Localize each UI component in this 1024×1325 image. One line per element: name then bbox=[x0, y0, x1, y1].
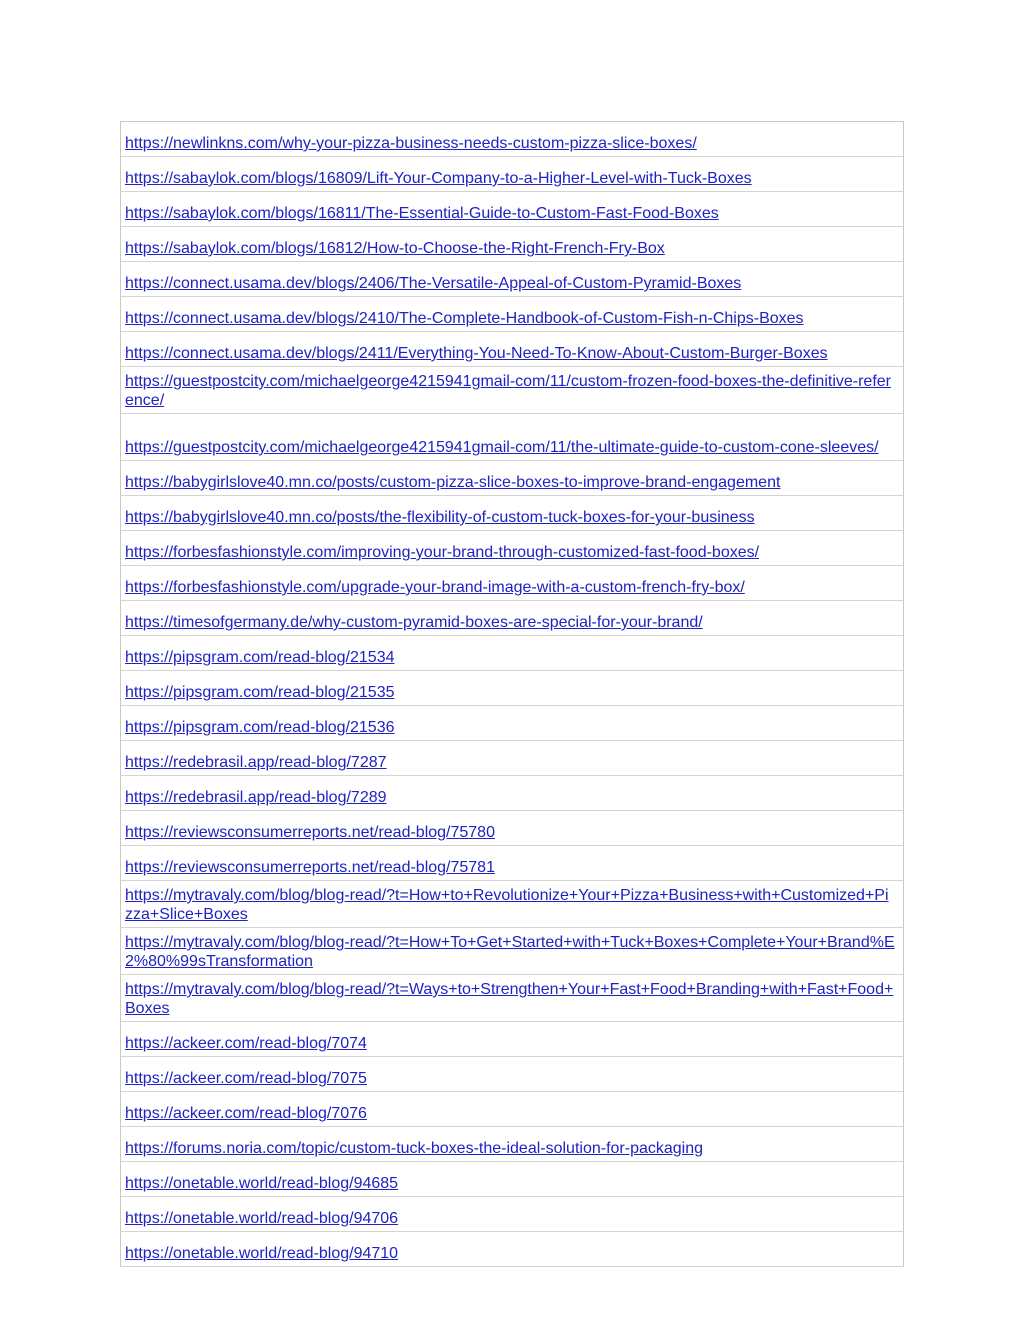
table-row bbox=[121, 601, 904, 636]
table-cell bbox=[121, 566, 904, 601]
table-cell bbox=[121, 192, 904, 227]
table-cell bbox=[121, 1022, 904, 1057]
table-row bbox=[121, 297, 904, 332]
link[interactable]: https://newlinkns.com/why-your-pizza-business-needs-custom-pizza-slice-boxes/ bbox=[125, 135, 697, 152]
table-cell bbox=[121, 367, 904, 414]
table-row bbox=[121, 706, 904, 741]
table-cell bbox=[121, 601, 904, 636]
link[interactable]: https://redebrasil.app/read-blog/7289 bbox=[125, 789, 387, 806]
table-cell bbox=[121, 636, 904, 671]
table-row bbox=[121, 811, 904, 846]
table-cell bbox=[121, 531, 904, 566]
table-row bbox=[121, 975, 904, 1022]
link[interactable]: https://sabaylok.com/blogs/16809/Lift-Your-Company-to-a-Higher-Level-with-Tuck-Boxes bbox=[125, 170, 752, 187]
table-cell bbox=[121, 811, 904, 846]
table-cell bbox=[121, 332, 904, 367]
table-row bbox=[121, 531, 904, 566]
table-row bbox=[121, 846, 904, 881]
link[interactable]: https://reviewsconsumerreports.net/read-blog/75781 bbox=[125, 859, 495, 876]
table-cell bbox=[121, 1197, 904, 1232]
table-row bbox=[121, 1092, 904, 1127]
table-row bbox=[121, 1197, 904, 1232]
link[interactable]: https://onetable.world/read-blog/94706 bbox=[125, 1210, 399, 1227]
link-table bbox=[120, 121, 904, 1267]
table-row bbox=[121, 1232, 904, 1267]
table-row bbox=[121, 227, 904, 262]
link[interactable]: https://forbesfashionstyle.com/upgrade-your-brand-image-with-a-custom-french-fry-box/ bbox=[125, 579, 745, 596]
link[interactable]: https://connect.usama.dev/blogs/2410/The-Complete-Handbook-of-Custom-Fish-n-Chips-Boxes bbox=[125, 310, 804, 327]
table-row bbox=[121, 157, 904, 192]
table-row bbox=[121, 1022, 904, 1057]
table-row bbox=[121, 192, 904, 227]
table-cell bbox=[121, 741, 904, 776]
link[interactable]: https://reviewsconsumerreports.net/read-blog/75780 bbox=[125, 824, 495, 841]
link[interactable]: https://forbesfashionstyle.com/improving-your-brand-through-customized-fast-food-boxes/ bbox=[125, 544, 760, 561]
table-row bbox=[121, 1057, 904, 1092]
table-cell bbox=[121, 414, 904, 461]
link[interactable]: https://babygirlslove40.mn.co/posts/the-flexibility-of-custom-tuck-boxes-for-your-business bbox=[125, 509, 755, 526]
table-cell bbox=[121, 928, 904, 975]
link[interactable]: https://redebrasil.app/read-blog/7287 bbox=[125, 754, 387, 771]
table-row bbox=[121, 671, 904, 706]
table-cell bbox=[121, 776, 904, 811]
table-row bbox=[121, 881, 904, 928]
link[interactable]: https://pipsgram.com/read-blog/21535 bbox=[125, 684, 395, 701]
table-row bbox=[121, 741, 904, 776]
table-row bbox=[121, 461, 904, 496]
link[interactable]: https://mytravaly.com/blog/blog-read/?t=How+to+Revolutionize+Your+Pizza+Business+with+Customized+Pizza+Slice+Boxes bbox=[125, 887, 889, 923]
link[interactable]: https://guestpostcity.com/michaelgeorge4215941gmail-com/11/the-ultimate-guide-to-custom-cone-sleeves/ bbox=[125, 439, 879, 456]
table-cell bbox=[121, 157, 904, 192]
link[interactable]: https://sabaylok.com/blogs/16812/How-to-Choose-the-Right-French-Fry-Box bbox=[125, 240, 665, 257]
table-row bbox=[121, 332, 904, 367]
link[interactable]: https://ackeer.com/read-blog/7075 bbox=[125, 1070, 367, 1087]
table-row bbox=[121, 496, 904, 531]
table-row bbox=[121, 776, 904, 811]
table-row bbox=[121, 1127, 904, 1162]
link[interactable]: https://timesofgermany.de/why-custom-pyramid-boxes-are-special-for-your-brand/ bbox=[125, 614, 703, 631]
table-cell bbox=[121, 297, 904, 332]
link[interactable]: https://connect.usama.dev/blogs/2406/The-Versatile-Appeal-of-Custom-Pyramid-Boxes bbox=[125, 275, 742, 292]
table-row bbox=[121, 928, 904, 975]
link[interactable]: https://connect.usama.dev/blogs/2411/Everything-You-Need-To-Know-About-Custom-Burger-Boxes bbox=[125, 345, 828, 362]
table-cell bbox=[121, 846, 904, 881]
table-cell bbox=[121, 881, 904, 928]
link[interactable]: https://pipsgram.com/read-blog/21536 bbox=[125, 719, 395, 736]
table-cell bbox=[121, 262, 904, 297]
link[interactable]: https://sabaylok.com/blogs/16811/The-Essential-Guide-to-Custom-Fast-Food-Boxes bbox=[125, 205, 719, 222]
link[interactable]: https://ackeer.com/read-blog/7074 bbox=[125, 1035, 367, 1052]
table-cell bbox=[121, 496, 904, 531]
table-row bbox=[121, 1162, 904, 1197]
link[interactable]: https://ackeer.com/read-blog/7076 bbox=[125, 1105, 367, 1122]
table-cell bbox=[121, 122, 904, 157]
link[interactable]: https://pipsgram.com/read-blog/21534 bbox=[125, 649, 395, 666]
link[interactable]: https://guestpostcity.com/michaelgeorge4215941gmail-com/11/custom-frozen-food-boxes-the-definitive-reference/ bbox=[125, 373, 891, 409]
table-cell bbox=[121, 1162, 904, 1197]
link[interactable]: https://mytravaly.com/blog/blog-read/?t=Ways+to+Strengthen+Your+Fast+Food+Branding+with+Fast+Food+Boxes bbox=[125, 981, 894, 1017]
table-cell bbox=[121, 975, 904, 1022]
table-cell bbox=[121, 1092, 904, 1127]
table-cell bbox=[121, 1232, 904, 1267]
table-row bbox=[121, 636, 904, 671]
table-cell bbox=[121, 1127, 904, 1162]
table-cell bbox=[121, 1057, 904, 1092]
link[interactable]: https://forums.noria.com/topic/custom-tuck-boxes-the-ideal-solution-for-packaging bbox=[125, 1140, 704, 1157]
link[interactable]: https://onetable.world/read-blog/94685 bbox=[125, 1175, 399, 1192]
table-row bbox=[121, 122, 904, 157]
link[interactable]: https://onetable.world/read-blog/94710 bbox=[125, 1245, 399, 1262]
table-cell bbox=[121, 461, 904, 496]
link[interactable]: https://mytravaly.com/blog/blog-read/?t=How+To+Get+Started+with+Tuck+Boxes+Complete+Your+Brand%E2%80%99sTransformation bbox=[125, 934, 895, 970]
table-cell bbox=[121, 671, 904, 706]
table-row bbox=[121, 262, 904, 297]
table-row bbox=[121, 414, 904, 461]
table-row bbox=[121, 367, 904, 414]
table-cell bbox=[121, 706, 904, 741]
link[interactable]: https://babygirlslove40.mn.co/posts/custom-pizza-slice-boxes-to-improve-brand-engagement bbox=[125, 474, 781, 491]
table-cell bbox=[121, 227, 904, 262]
table-row bbox=[121, 566, 904, 601]
